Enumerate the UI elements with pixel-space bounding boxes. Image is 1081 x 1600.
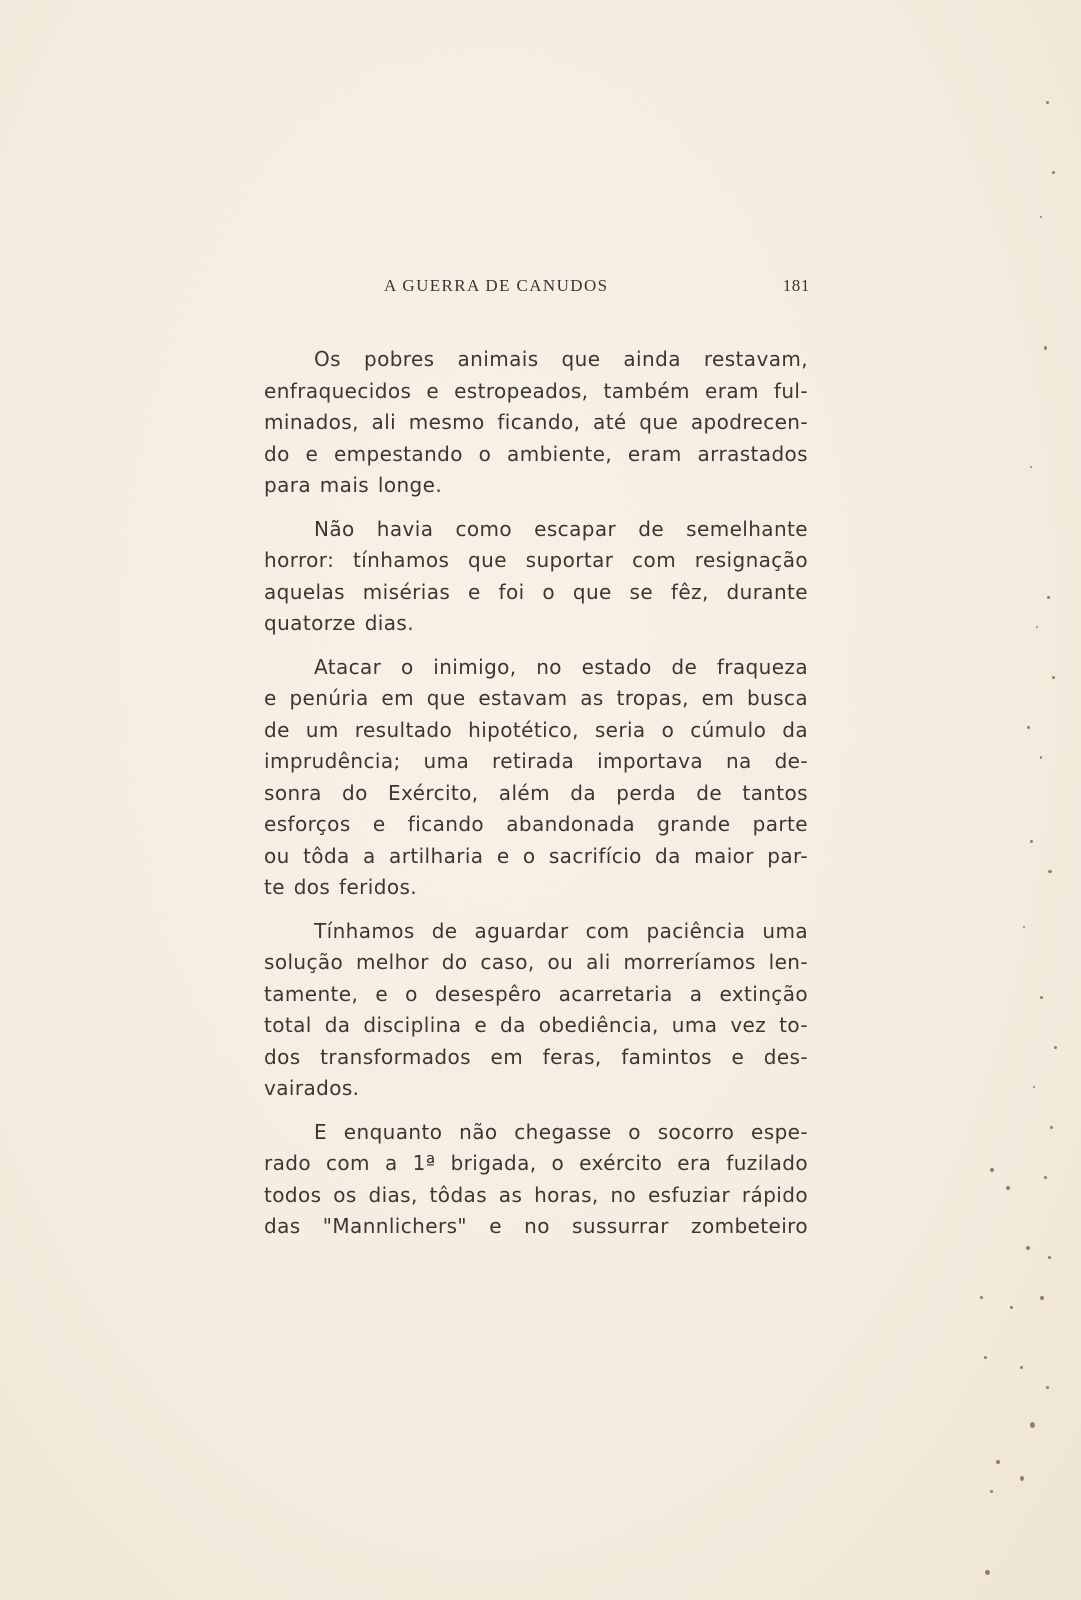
text-line: para mais longe.	[264, 473, 443, 497]
foxing-speck	[1044, 1176, 1047, 1179]
foxing-speck	[1048, 870, 1052, 873]
foxing-speck	[1048, 1256, 1051, 1259]
text-line: Tínhamos de aguardar com paciência uma	[314, 918, 808, 943]
foxing-speck	[1050, 1126, 1053, 1129]
foxing-speck	[1030, 840, 1033, 843]
foxing-speck	[1040, 1296, 1044, 1300]
text-line: das "Mannlichers" e no sussurrar zombeteiro	[264, 1214, 808, 1238]
text-line: Não havia como escapar de semelhante	[314, 516, 808, 541]
text-line: total da disciplina e da obediência, uma vez to-	[264, 1013, 808, 1037]
foxing-speck	[1010, 1306, 1013, 1309]
text-line: minados, ali mesmo ficando, até que apodrecen-	[264, 410, 808, 434]
foxing-speck	[1054, 1046, 1057, 1049]
text-line: E enquanto não chegasse o socorro espe-	[314, 1119, 808, 1144]
text-line: do e empestando o ambiente, eram arrastados	[264, 441, 808, 466]
paragraph	[264, 916, 808, 1105]
text-line: imprudência; uma retirada importava na de-	[264, 749, 808, 773]
text-line: sonra do Exército, além da perda de tantos	[264, 780, 808, 805]
page-number: 181	[782, 276, 810, 295]
foxing-speck	[1047, 596, 1050, 599]
text-line: te dos feridos.	[264, 875, 418, 899]
text-line: de um resultado hipotético, seria o cúmulo da	[264, 717, 808, 742]
running-head	[258, 276, 810, 300]
foxing-speck	[984, 1356, 987, 1359]
text-line: e penúria em que estavam as tropas, em busca	[264, 686, 808, 710]
foxing-speck	[985, 1570, 990, 1575]
body-text	[264, 344, 808, 1255]
foxing-speck	[1046, 1386, 1049, 1389]
foxing-speck	[1023, 926, 1025, 928]
foxing-speck	[1020, 1366, 1023, 1369]
foxing-speck	[1052, 676, 1055, 679]
text-line: horror: tínhamos que suportar com resignação	[264, 548, 808, 572]
foxing-speck	[1036, 626, 1038, 628]
paragraph	[264, 652, 808, 904]
foxing-speck	[1020, 1476, 1024, 1481]
text-line: solução melhor do caso, ou ali morreríamos len-	[264, 950, 808, 974]
text-line: esforços e ficando abandonada grande parte	[264, 812, 808, 836]
foxing-speck	[1026, 1246, 1030, 1250]
paragraph	[264, 344, 808, 502]
text-line: Os pobres animais que ainda restavam,	[314, 347, 808, 371]
text-line: vairados.	[264, 1076, 360, 1100]
foxing-speck	[1030, 466, 1032, 468]
text-line: quatorze dias.	[264, 611, 414, 635]
text-line: dos transformados em feras, famintos e des-	[264, 1044, 808, 1069]
text-line: tamente, e o desespêro acarretaria a extinção	[264, 981, 808, 1006]
foxing-speck	[996, 1460, 1000, 1464]
foxing-speck	[1044, 346, 1047, 350]
text-line: ou tôda a artilharia e o sacrifício da maior par-	[264, 843, 808, 868]
text-line: Atacar o inimigo, no estado de fraqueza	[314, 654, 808, 679]
text-line: rado com a 1ª brigada, o exército era fuzilado	[264, 1151, 808, 1175]
foxing-speck	[1040, 996, 1043, 999]
text-line: enfraquecidos e estropeados, também eram ful-	[264, 378, 808, 403]
foxing-speck	[1040, 216, 1042, 218]
foxing-speck	[1052, 171, 1055, 174]
foxing-speck	[1027, 726, 1030, 729]
paragraph	[264, 1117, 808, 1243]
paragraph	[264, 514, 808, 640]
foxing-speck	[990, 1490, 993, 1493]
foxing-speck	[1030, 1422, 1035, 1428]
foxing-speck	[1040, 756, 1042, 759]
foxing-speck	[1046, 101, 1049, 104]
foxing-speck	[1006, 1186, 1010, 1190]
text-line: todos os dias, tôdas as horas, no esfuziar rápido	[264, 1182, 808, 1207]
running-head-title: A GUERRA DE CANUDOS	[384, 276, 609, 295]
foxing-speck	[990, 1168, 994, 1172]
foxing-speck	[1033, 1086, 1035, 1088]
text-line: aquelas misérias e foi o que se fêz, durante	[264, 579, 808, 604]
foxing-speck	[980, 1296, 983, 1299]
